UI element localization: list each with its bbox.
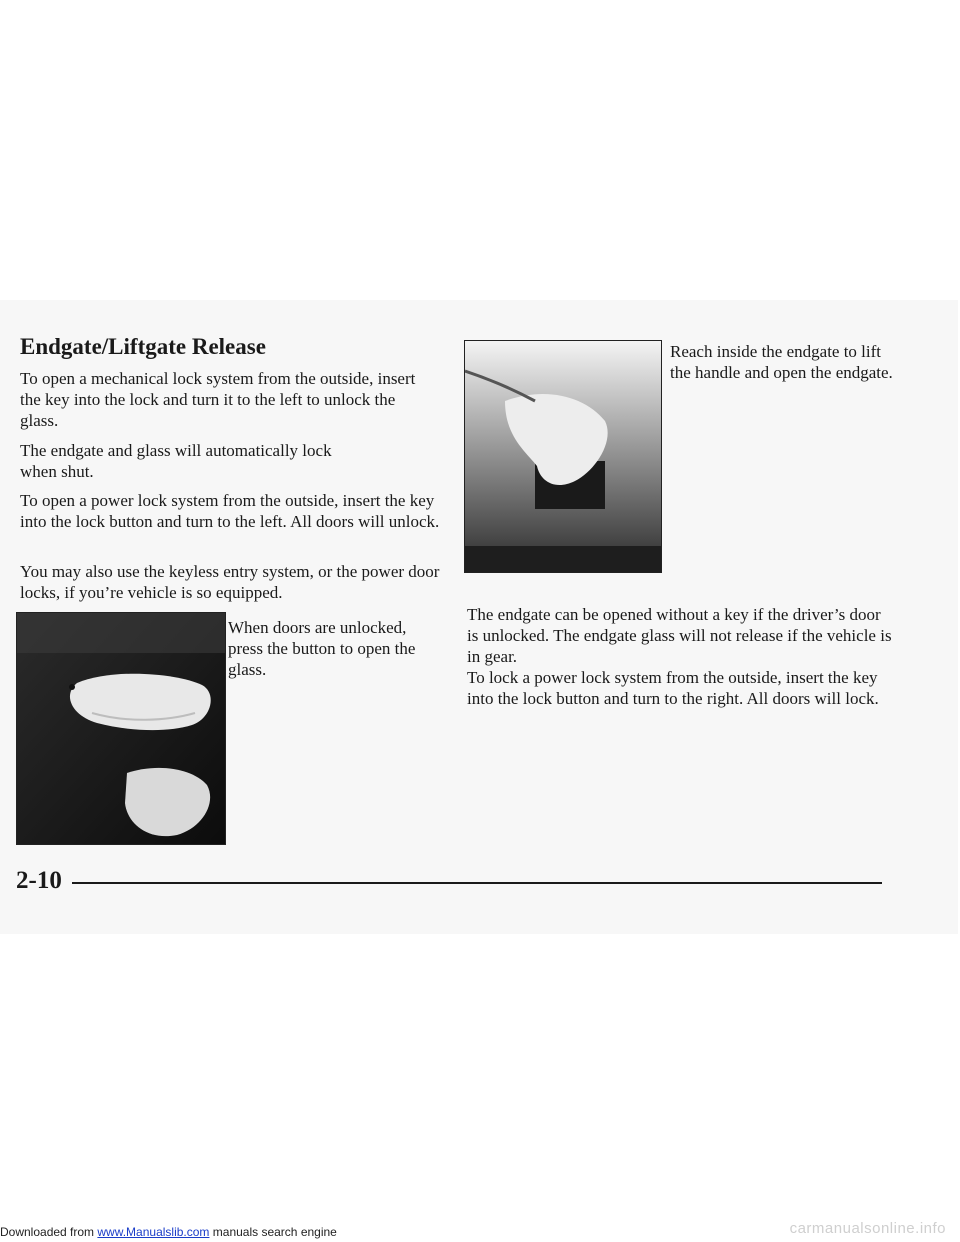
photo-endgate-handle bbox=[464, 340, 662, 573]
paragraph-auto-lock: The endgate and glass will automatically lock when shut. bbox=[20, 441, 332, 481]
paragraph-power-lock-lock: To lock a power lock system from the outside, insert the key into the lock button and turn to the right. All doors will lock. bbox=[467, 668, 879, 708]
photo-glass-release-button bbox=[16, 612, 226, 845]
watermark: carmanualsonline.info bbox=[789, 1220, 946, 1237]
paragraph-power-lock-unlock: To open a power lock system from the outside, insert the key into the lock button and turn to the left. All doors will unlock. bbox=[20, 491, 440, 531]
footer-rule bbox=[72, 882, 882, 884]
footer-prefix: Downloaded from bbox=[0, 1225, 98, 1239]
paragraph-mechanical-lock: To open a mechanical lock system from the outside, insert the key into the lock and turn it to the left to unlock the glass. bbox=[20, 369, 416, 430]
manualslib-link[interactable]: www.Manualslib.com bbox=[97, 1225, 210, 1239]
section-heading: Endgate/Liftgate Release bbox=[20, 334, 266, 359]
page-number: 2-10 bbox=[16, 867, 62, 894]
caption-endgate-handle: Reach inside the endgate to lift the handle and open the endgate. bbox=[670, 342, 893, 382]
download-footer bbox=[0, 1225, 337, 1239]
caption-glass-release: When doors are unlocked, press the button to open the glass. bbox=[228, 618, 416, 679]
paragraph-keyless-entry: You may also use the keyless entry system, or the power door locks, if you’re vehicle is so equipped. bbox=[20, 562, 440, 602]
footer-suffix: manuals search engine bbox=[209, 1225, 337, 1239]
paragraph-open-without-key: The endgate can be opened without a key if the driver’s door is unlocked. The endgate glass will not release if the vehicle is in gear. bbox=[467, 605, 892, 666]
